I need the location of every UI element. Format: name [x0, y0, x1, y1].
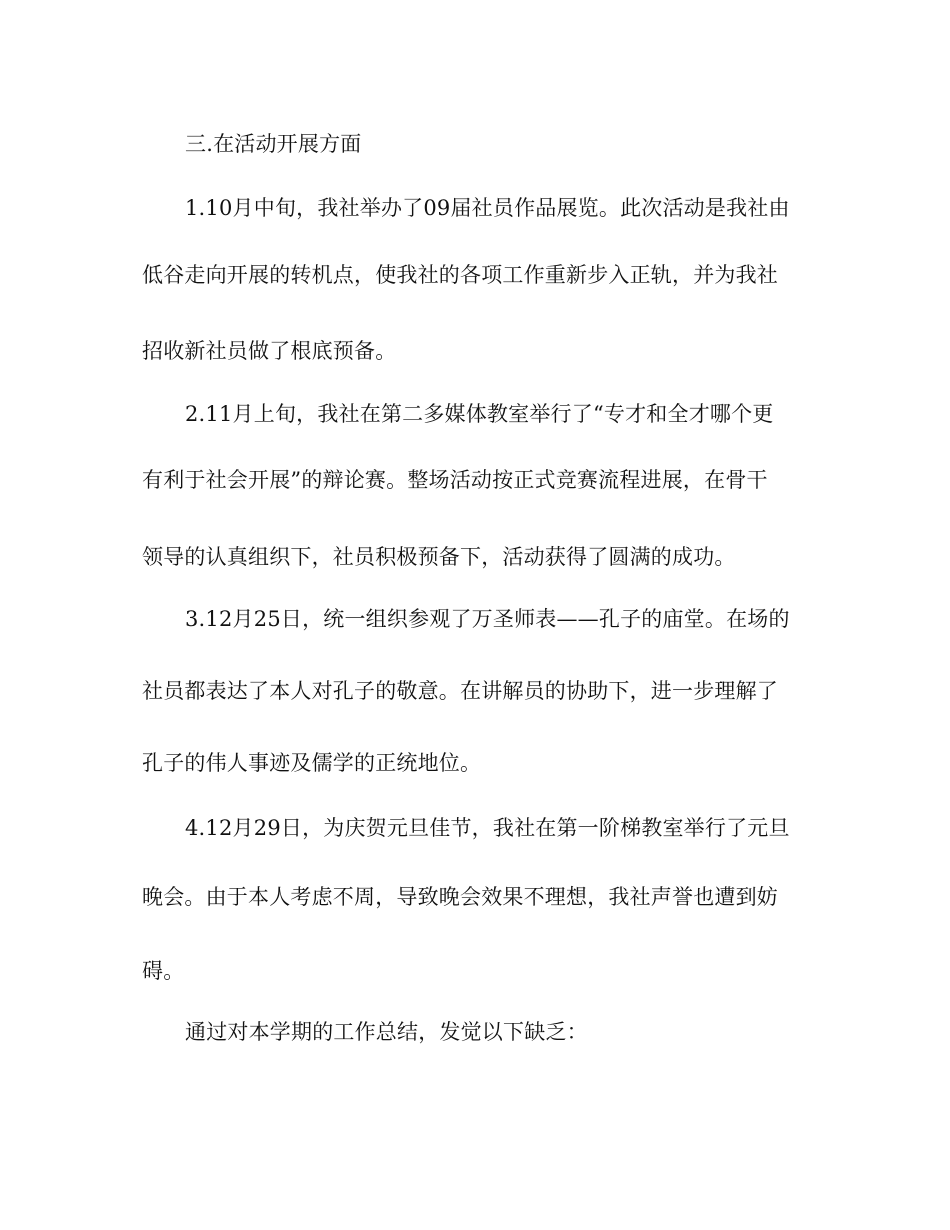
section-heading: 三.在活动开展方面: [185, 132, 362, 156]
paragraph-line: 有利于社会开展”的辩论赛。整场活动按正式竞赛流程进展，在骨干: [142, 468, 768, 492]
paragraph-line: 1.10月中旬，我社举办了09届社员作品展览。此次活动是我社由: [185, 196, 790, 220]
paragraph-line: 招收新社员做了根底预备。: [142, 339, 397, 363]
paragraph-line: 社员都表达了本人对孔子的敬意。在讲解员的协助下，进一步理解了: [142, 679, 778, 703]
paragraph-line: 碍。: [142, 959, 185, 983]
paragraph-line: 2.11月上旬，我社在第二多媒体教室举行了“专才和全才哪个更: [185, 402, 774, 426]
paragraph-line: 4.12月29日，为庆贺元旦佳节，我社在第一阶梯教室举行了元旦: [185, 816, 790, 840]
paragraph-line: 通过对本学期的工作总结，发觉以下缺乏：: [185, 1020, 588, 1044]
paragraph-line: 领导的认真组织下，社员积极预备下，活动获得了圆满的成功。: [142, 545, 736, 569]
paragraph-line: 孔子的伟人事迹及儒学的正统地位。: [142, 751, 482, 775]
paragraph-line: 3.12月25日，统一组织参观了万圣师表——孔子的庙堂。在场的: [185, 607, 790, 631]
paragraph-line: 晚会。由于本人考虑不周，导致晚会效果不理想，我社声誉也遭到妨: [142, 885, 778, 909]
paragraph-line: 低谷走向开展的转机点，使我社的各项工作重新步入正轨，并为我社: [142, 263, 778, 287]
